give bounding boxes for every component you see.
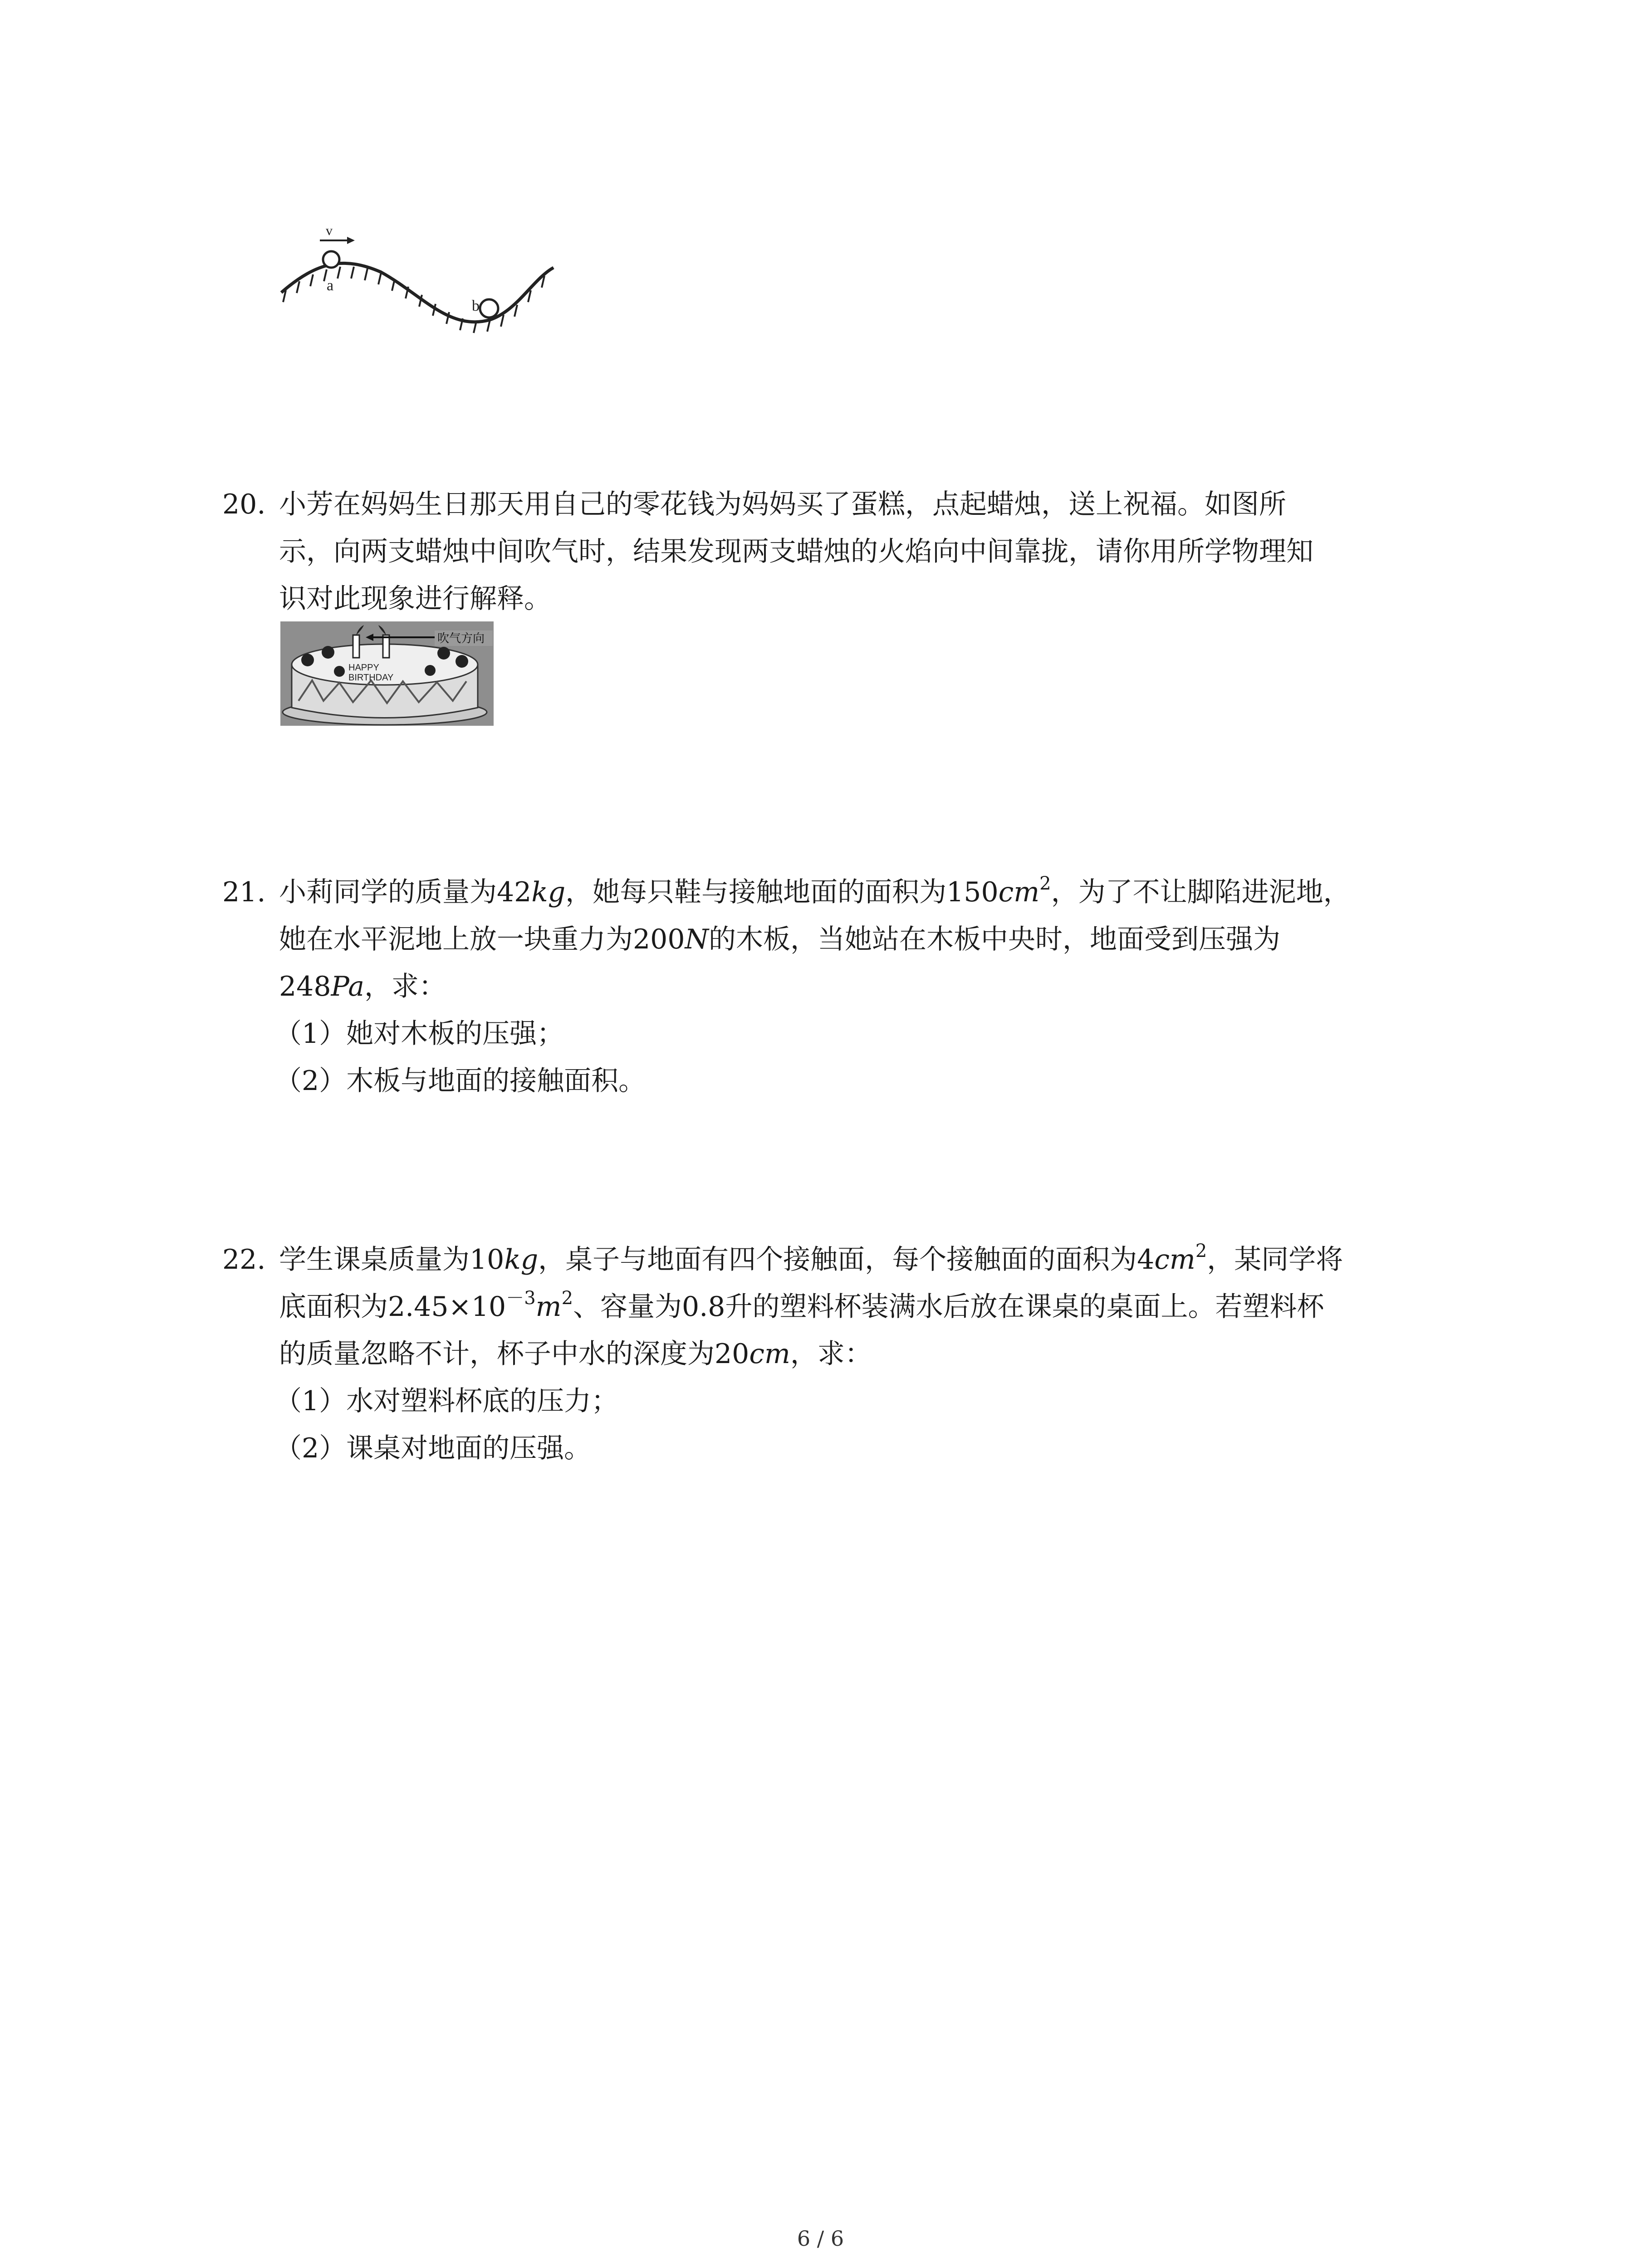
question-text-line: 小芳在妈妈生日那天用自己的零花钱为妈妈买了蛋糕，点起蜡烛，送上祝福。如图所 [279, 489, 1286, 520]
question-text-line: 底面积为$2.45\times 10^{-3}m^2$、容量为0.8升的塑料杯装满水后放在课桌的桌面上。若塑料杯 [279, 1288, 1324, 1323]
question-text-line: 她在水平泥地上放一块重力为200N的木板，当她站在木板中央时，地面受到压强为 [279, 924, 1281, 955]
page-number: 6 / 6 [797, 2226, 844, 2251]
question-22 [222, 1236, 1447, 1472]
question-21 [222, 869, 1447, 1105]
sub-question-2: （2）木板与地面的接触面积。 [274, 1065, 646, 1097]
question-number: 22. [222, 1244, 266, 1276]
blow-direction-label: 吹气方向 [437, 632, 485, 645]
ball-b [480, 299, 498, 318]
velocity-arrowhead [347, 237, 355, 244]
label-v: v [326, 223, 333, 238]
ball-a [323, 251, 339, 268]
wavy-track-line [281, 263, 554, 322]
question-text-line: 示，向两支蜡烛中间吹气时，结果发现两支蜡烛的火焰向中间靠拢，请你用所学物理知 [279, 536, 1313, 567]
cake-text-1: HAPPY [348, 663, 379, 673]
candle-right [383, 635, 389, 658]
label-a: a [327, 277, 334, 294]
sub-question-1: （1）水对塑料杯底的压力； [274, 1385, 619, 1417]
cake-text-2: BIRTHDAY [348, 673, 394, 683]
cake-figure [280, 621, 494, 726]
question-text-line: 学生课桌质量为10kg，桌子与地面有四个接触面，每个接触面的面积为$4cm^2$，某同学将 [279, 1241, 1343, 1276]
question-number: 20. [222, 489, 266, 520]
question-text-line: 248Pa，求： [279, 971, 446, 1002]
sub-question-2: （2）课桌对地面的压强。 [274, 1432, 592, 1464]
track-figure [277, 218, 558, 354]
question-text-line: 的质量忽略不计，杯子中水的深度为20cm，求： [279, 1338, 872, 1370]
question-text-line: 识对此现象进行解释。 [279, 583, 551, 615]
sub-question-1: （1）她对木板的压强； [274, 1018, 564, 1050]
candle-left [353, 635, 359, 658]
question-number: 21. [222, 876, 266, 908]
track-hatching [283, 267, 544, 333]
question-text-line: 小莉同学的质量为42kg，她每只鞋与接触地面的面积为$150cm^2$，为了不让脚陷进泥地， [279, 873, 1351, 908]
label-b: b [472, 298, 480, 314]
question-20 [222, 481, 1447, 622]
